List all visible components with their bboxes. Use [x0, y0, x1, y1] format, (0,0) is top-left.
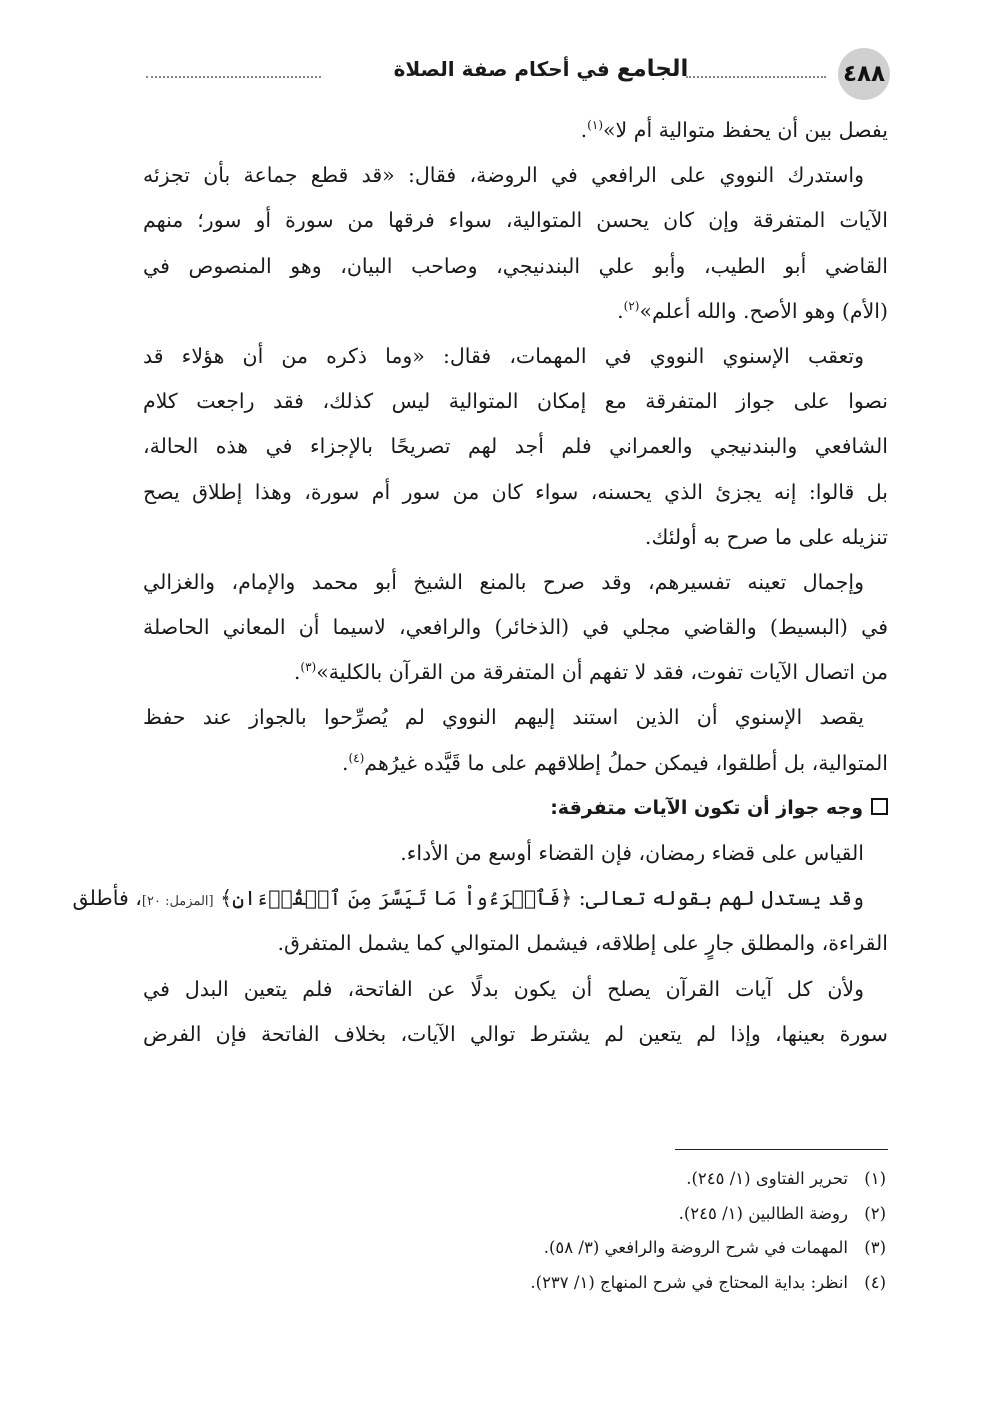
section-heading-text: وجه جواز أن تكون الآيات متفرقة: [550, 796, 863, 819]
footnote [326, 1231, 886, 1266]
footnote-text: روضة الطالبين (١/ ٢٤٥). [678, 1203, 848, 1223]
paragraph-line: واستدرك النووي على الرافعي في الروضة، فقال: «قد قطع جماعة بأن تجزئه [143, 163, 864, 188]
paragraph-line: بل قالوا: إنه يجزئ الذي يحسنه، سواء كان من سور أم سورة، وهذا إطلاق يصح [143, 479, 888, 504]
footnote-ref[interactable]: (١) [587, 118, 603, 133]
paragraph-line: من اتصال الآيات تفوت، فقد لا تفهم أن المتفرقة من القرآن بالكلية»$^{(٣)}$. [293, 660, 888, 685]
paragraph-line: وتعقب الإسنوي النووي في المهمات، فقال: «وما ذكره من أن هؤلاء قد [143, 343, 864, 368]
footnote [326, 1197, 886, 1232]
paragraph-line: سورة بعينها، وإذا لم يتعين لم يشترط توالي الآيات، بخلاف الفاتحة فإن الفرض [143, 1021, 888, 1046]
running-title-rest: في أحكام صفة الصلاة [393, 57, 610, 81]
paragraph-line: ولأن كل آيات القرآن يصلح أن يكون بدلًا عن الفاتحة، فلم يتعين البدل في [143, 976, 864, 1001]
page-number: ٤٨٨ [842, 61, 886, 87]
footnote-ref[interactable]: (٣) [300, 660, 317, 675]
header-dotted-rule-left [146, 76, 321, 78]
footnote-ref[interactable]: (٤) [348, 750, 365, 765]
footnote-ref[interactable]: (٢) [623, 298, 640, 313]
running-title-main: الجامع [616, 56, 689, 82]
page-number-badge [838, 48, 890, 100]
paragraph-line: يفصل بين أن يحفظ متوالية أم لا»$^{(١)}$. [580, 118, 888, 142]
paragraph-line: وقد يستدل لهم بقوله تعالى: ﴿فَٱقۡرَءُواْ مَا تَيَسَّرَ مِنَ ٱلۡقُرۡءَانِ﴾ [المزمل: ٢٠]، فأطلق [72, 886, 864, 911]
running-title [326, 56, 756, 82]
checkbox-bullet-icon [871, 798, 888, 815]
paragraph-line: القياس على قضاء رمضان، فإن القضاء أوسع من الأداء. [400, 841, 864, 865]
paragraph-line: القراءة، والمطلق جارٍ على إطلاقه، فيشمل المتوالي كما يشمل المتفرق. [277, 931, 888, 956]
footnote-number: (١) [864, 1169, 886, 1188]
paragraph-line: الشافعي والبندنيجي والعمراني فلم أجد لهم تصريحًا بالإجزاء في هذه الحالة، [143, 434, 888, 459]
footnote-number: (٢) [864, 1203, 886, 1223]
quran-citation: [المزمل: ٢٠] [141, 894, 214, 910]
footnote-separator [675, 1149, 888, 1150]
paragraph-line: المتوالية، بل أطلقوا، فيمكن حملُ إطلاقهم على ما قَيَّده غيرُهم$^{(٤)}$. [341, 750, 888, 775]
footnote-number: (٣) [864, 1238, 886, 1258]
paragraph-line: نصوا على جواز المتفرقة مع إمكان المتوالية ليس كذلك، فقد راجعت كلام [143, 389, 888, 414]
footnote-text: المهمات في شرح الروضة والرافعي (٣/ ٥٨). [543, 1238, 848, 1258]
body-text [72, 108, 888, 1057]
paragraph-line: وإجمال تعينه تفسيرهم، وقد صرح بالمنع الشيخ أبو محمد والإمام، والغزالي [143, 569, 864, 594]
paragraph-line: تنزيله على ما صرح به أولئك. [644, 524, 888, 549]
page-header [140, 44, 890, 100]
footnote [326, 1162, 886, 1197]
paragraph-line: في (البسيط) والقاضي مجلي في (الذخائر) والرافعي، لاسيما أن المعاني الحاصلة [143, 615, 888, 640]
footnotes [326, 1162, 886, 1300]
footnote [326, 1266, 886, 1301]
paragraph-line: يقصد الإسنوي أن الذين استند إليهم النووي لم يُصرِّحوا بالجواز عند حفظ [143, 705, 864, 730]
footnote-text: انظر: بداية المحتاج في شرح المنهاج (١/ ٢٣٧). [530, 1272, 848, 1292]
footnote-text: تحرير الفتاوى (١/ ٢٤٥). [686, 1169, 848, 1188]
paragraph-line: (الأم) وهو الأصح. والله أعلم»$^{(٢)}$. [617, 298, 888, 323]
section-heading [143, 786, 888, 831]
paragraph-line: الآيات المتفرقة وإن كان يحسن المتوالية، سواء فرقها من سورة أو سور؛ منهم [143, 208, 888, 233]
paragraph-line: القاضي أبو الطيب، وأبو علي البندنيجي، وصاحب البيان، وهو المنصوص في [143, 253, 888, 278]
footnote-number: (٤) [864, 1272, 886, 1292]
